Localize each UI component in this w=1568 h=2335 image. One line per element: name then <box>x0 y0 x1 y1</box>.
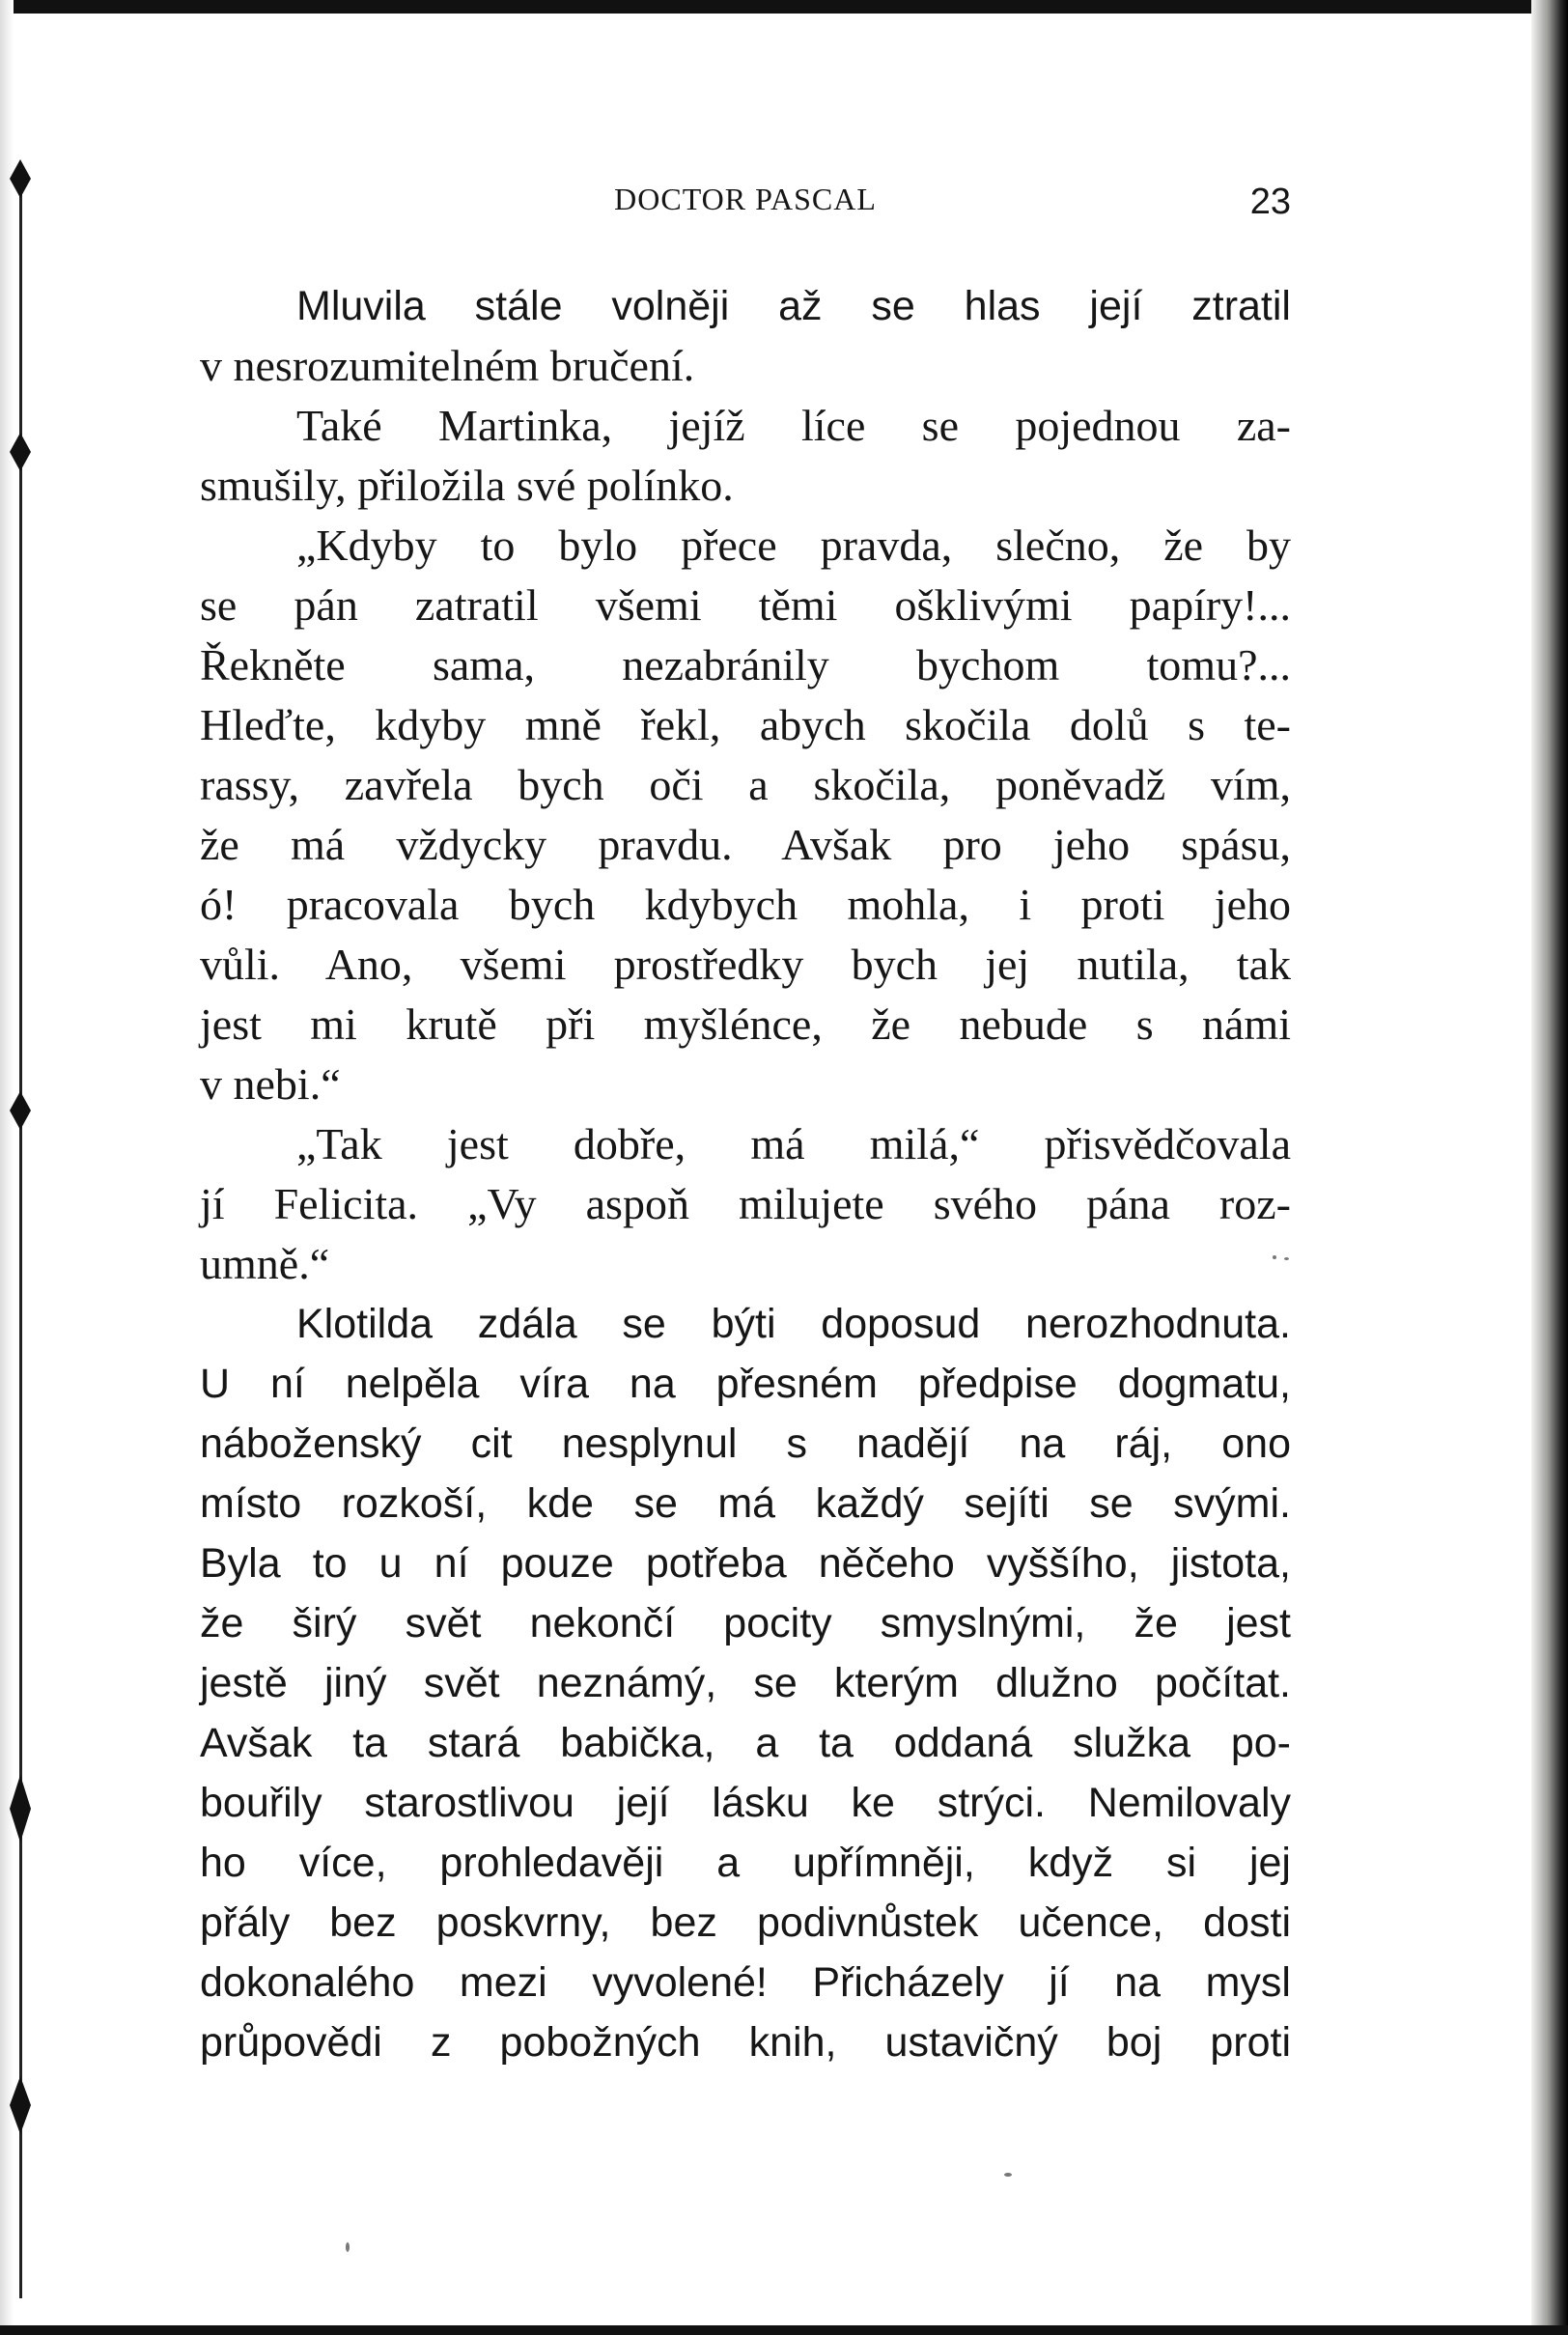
page-number: 23 <box>1249 182 1291 222</box>
text-line: jestě jiný svět neznámý, se kterým dlužno počítat. <box>200 1660 1291 1706</box>
text-line: jí Felicita. „Vy aspoň milujete svého pána roz- <box>200 1179 1291 1228</box>
text-line: dokonalého mezi vyvolené! Přicházely jí na mysl <box>200 1959 1291 2006</box>
scan-speck <box>346 2242 350 2252</box>
text-line: „Kdyby to bylo přece pravda, slečno, že by <box>296 520 1291 570</box>
text-line: že má vždycky pravdu. Avšak pro jeho spásu, <box>200 820 1291 869</box>
text-line: vůli. Ano, všemi prostředky bych jej nutila, tak <box>200 940 1291 989</box>
running-head <box>200 182 1291 226</box>
text-line: ho více, prohledavěji a upřímněji, když si jej <box>200 1840 1291 1886</box>
text-line: Řekněte sama, nezabránily bychom tomu?... <box>200 640 1291 689</box>
body-text <box>200 276 1291 2072</box>
text-line: umně.“ <box>200 1239 330 1288</box>
text-line: rassy, zavřela bych oči a skočila, poněvadž vím, <box>200 760 1291 809</box>
running-title: DOCTOR PASCAL <box>614 182 877 216</box>
text-line: místo rozkoší, kde se má každý sejíti se svými. <box>200 1480 1291 1527</box>
scan-top-edge <box>0 0 1568 14</box>
text-line: Byla to u ní pouze potřeba něčeho vyššího, jistota, <box>200 1540 1291 1587</box>
binding-line <box>19 183 22 2298</box>
text-line: v nesrozumitelném bručení. <box>200 341 695 390</box>
text-line: přály bez poskvrny, bez podivnůstek učence, dosti <box>200 1899 1291 1946</box>
text-line: Avšak ta stará babička, a ta oddaná služka po- <box>200 1720 1291 1766</box>
text-line: Hleďte, kdyby mně řekl, abych skočila dolů s te- <box>200 700 1291 749</box>
text-line: bouřily starostlivou její lásku ke strýci. Nemilovaly <box>200 1780 1291 1826</box>
text-line: v nebi.“ <box>200 1059 341 1109</box>
text-line: průpovědi z pobožných knih, ustavičný boj proti <box>200 2019 1291 2066</box>
text-line: smušily, přiložila své polínko. <box>200 461 734 510</box>
text-line: U ní nelpěla víra na přesném předpise dogmatu, <box>200 1361 1291 1407</box>
text-line: Mluvila stále volněji až se hlas její ztratil <box>296 283 1291 329</box>
text-line: se pán zatratil všemi těmi ošklivými papíry!... <box>200 580 1291 630</box>
scan-right-edge <box>1531 0 1568 2335</box>
scan-bottom-edge <box>0 2325 1568 2335</box>
scan-left-edge <box>0 0 14 2335</box>
text-line: Také Martinka, jejíž líce se pojednou za- <box>296 401 1291 450</box>
text-line: jest mi krutě při myšlénce, že nebude s námi <box>200 999 1291 1049</box>
text-line: „Tak jest dobře, má milá,“ přisvědčovala <box>296 1119 1291 1168</box>
text-line: Klotilda zdála se býti doposud nerozhodnuta. <box>296 1301 1291 1347</box>
scan-speck <box>1004 2173 1012 2177</box>
text-line: náboženský cit nesplynul s nadějí na ráj, ono <box>200 1421 1291 1467</box>
text-line: že širý svět nekončí pocity smyslnými, že jest <box>200 1600 1291 1646</box>
text-line: ó! pracovala bych kdybych mohla, i proti jeho <box>200 880 1291 929</box>
